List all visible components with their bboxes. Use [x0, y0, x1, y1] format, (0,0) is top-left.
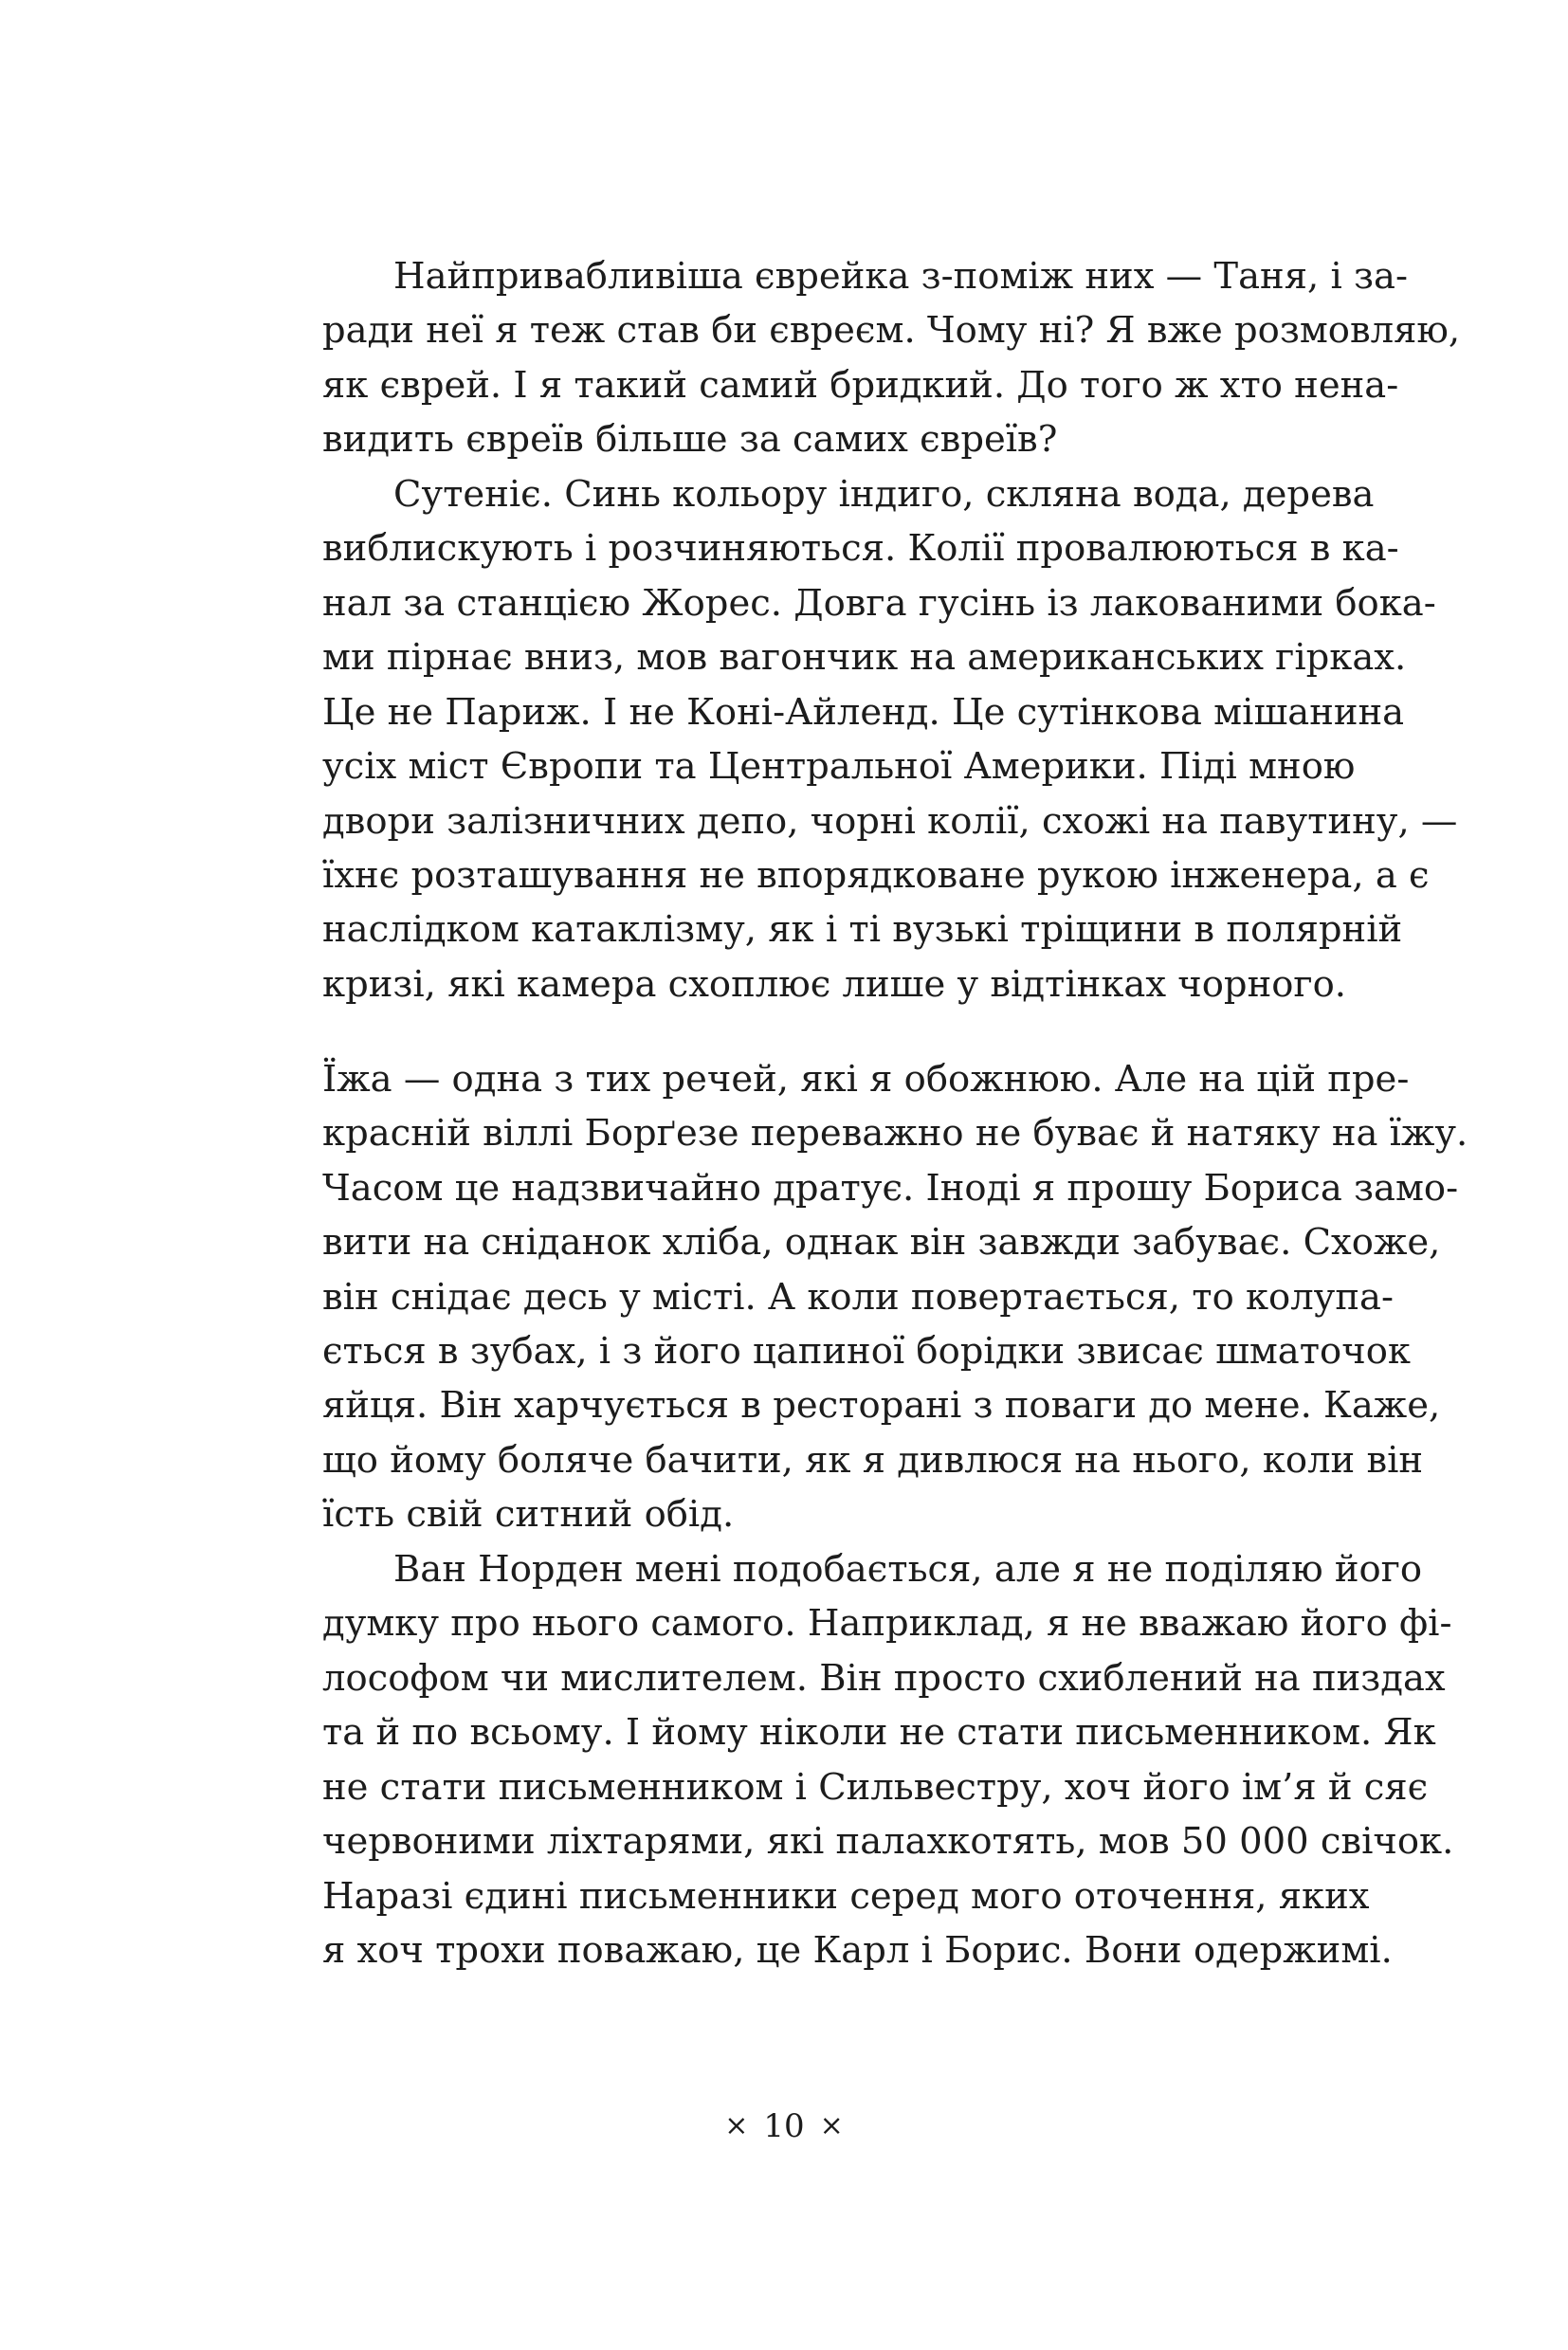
text-line: Це не Париж. І не Коні-Айленд. Це сутінкова мішанина	[322, 691, 1405, 734]
text-line: він снідає десь у місті. А коли повертається, то колупа-	[322, 1276, 1394, 1319]
text-line: Часом це надзвичайно дратує. Іноді я прошу Бориса замо-	[322, 1167, 1459, 1210]
text-line: думку про нього самого. Наприклад, я не вважаю його фі-	[322, 1602, 1452, 1645]
page-number: 10	[763, 2107, 805, 2145]
text-line: двори залізничних депо, чорні колії, схожі на павутину, —	[322, 800, 1458, 843]
text-line: як єврей. І я такий самий бридкий. До того ж хто нена-	[322, 364, 1399, 407]
text-line: кризі, які камера схоплює лише у відтінках чорного.	[322, 963, 1346, 1006]
text-line: Ван Норден мені подобається, але я не поділяю його	[393, 1548, 1423, 1591]
text-line: ми пірнає вниз, мов вагончик на американських гірках.	[322, 636, 1407, 679]
text-line: наслідком катаклізму, як і ті вузькі тріщини в полярній	[322, 908, 1403, 951]
text-line: червоними ліхтарями, які палахкотять, мов 50 000 свічок.	[322, 1820, 1454, 1863]
text-line: я хоч трохи поважаю, це Карл і Борис. Вони одержимі.	[322, 1929, 1393, 1972]
text-line: вити на сніданок хліба, однак він завжди забуває. Схоже,	[322, 1221, 1441, 1264]
text-line: виблискують і розчиняються. Колії провалюються в ка-	[322, 527, 1399, 570]
text-line: Найпривабливіша єврейка з-поміж них — Таня, і за-	[393, 255, 1408, 298]
text-line: яйця. Він харчується в ресторані з поваги до мене. Каже,	[322, 1384, 1441, 1427]
text-line: що йому боляче бачити, як я дивлюся на нього, коли він	[322, 1439, 1424, 1482]
page-number-footer	[0, 2103, 1568, 2152]
text-line: та й по всьому. І йому ніколи не стати письменником. Як	[322, 1711, 1436, 1754]
text-line: їсть свій ситний обід.	[322, 1493, 735, 1536]
text-line: красній віллі Борґезе переважно не буває й натяку на їжу.	[322, 1112, 1468, 1155]
text-line: лософом чи мислителем. Він просто схиблений на пиздах	[322, 1657, 1446, 1700]
text-line: їхнє розташування не впорядковане рукою інженера, а є	[322, 854, 1430, 897]
text-line: Наразі єдині письменники серед мого оточення, яких	[322, 1875, 1370, 1918]
ornament-right: ×	[819, 2109, 844, 2142]
text-line: нал за станцією Жорес. Довга гусінь із лакованими бока-	[322, 582, 1436, 625]
text-line: ради неї я теж став би євреєм. Чому ні? Я вже розмовляю,	[322, 309, 1461, 352]
text-line: Їжа — одна з тих речей, які я обожнюю. Але на цій пре-	[322, 1058, 1410, 1101]
text-line: ється в зубах, і з його цапиної борідки звисає шматочок	[322, 1330, 1411, 1373]
text-line: Сутеніє. Синь кольору індиго, скляна вода, дерева	[393, 473, 1375, 516]
text-line: видить євреїв більше за самих євреїв?	[322, 418, 1058, 461]
text-line: не стати письменником і Сильвестру, хоч його ім’я й сяє	[322, 1766, 1429, 1809]
text-line: усіх міст Європи та Центральної Америки. Піді мною	[322, 745, 1356, 788]
ornament-left: ×	[724, 2109, 749, 2142]
